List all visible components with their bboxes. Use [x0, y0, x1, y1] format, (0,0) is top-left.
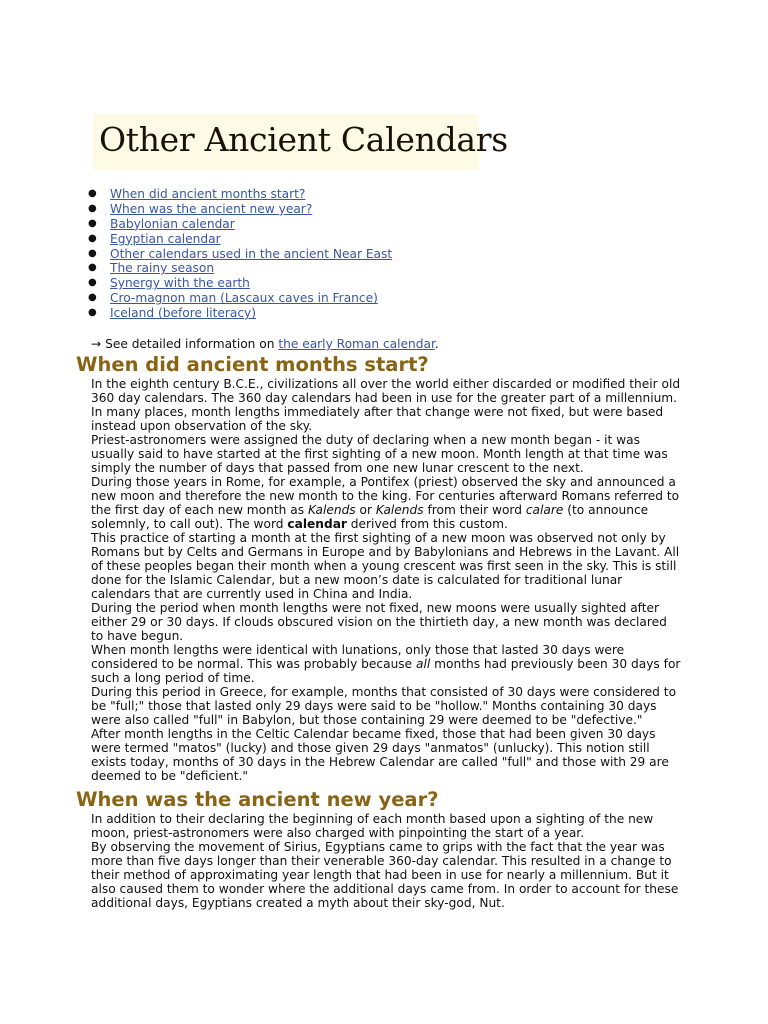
toc-item: [88, 217, 392, 232]
text-run: months had previously been 30 days for such a long period of time.: [91, 657, 681, 685]
text-run: or: [355, 503, 376, 517]
bullet-icon: ●: [88, 202, 97, 214]
roman-calendar-link[interactable]: the early Roman calendar: [278, 337, 435, 351]
section-heading-new-year: When was the ancient new year?: [76, 788, 439, 811]
page-title: Other Ancient Calendars: [99, 120, 508, 159]
toc-item: [88, 247, 392, 262]
italic-term: calare: [525, 503, 564, 517]
section-heading-months-start: When did ancient months start?: [76, 353, 429, 376]
paragraph: Priest-astronomers were assigned the duty of declaring when a new month began - it was usually said to have started at the first sighting of a new moon. Month length at that time was simply the number of days that passed from one new lunar crescent to the next.: [91, 433, 668, 475]
bold-term: calendar: [287, 517, 347, 531]
table-of-contents: [88, 187, 392, 321]
toc-link-babylonian[interactable]: Babylonian calendar: [110, 216, 235, 231]
see-more-suffix: .: [434, 337, 439, 351]
bullet-icon: ●: [88, 292, 97, 304]
see-more-prefix: → See detailed information on: [91, 337, 279, 351]
bullet-icon: ●: [88, 277, 97, 289]
text-run: (to announce solemnly, to call out). The word: [91, 503, 649, 531]
paragraph: In addition to their declaring the beginning of each month based upon a sighting of the new moon, priest-astronomers were also charged with pinpointing the start of a year.: [91, 812, 654, 840]
italic-term: Kalends: [307, 503, 356, 517]
toc-link-rainy-season[interactable]: The rainy season: [110, 261, 215, 276]
toc-item: [88, 291, 392, 306]
paragraph: [91, 475, 681, 531]
toc-link-iceland[interactable]: Iceland (before literacy): [110, 306, 257, 321]
italic-term: all: [416, 657, 431, 671]
bullet-icon: ●: [88, 217, 97, 229]
toc-item: [88, 232, 392, 247]
italic-term: Kalends: [375, 503, 424, 517]
text-run: from their word: [423, 503, 526, 517]
paragraph: During the period when month lengths were not fixed, new moons were usually sighted after either 29 or 30 days. If clouds obscured vision on the thirtieth day, a new month was declared to have begun.: [91, 601, 667, 643]
bullet-icon: ●: [88, 262, 97, 274]
toc-item: [88, 276, 392, 291]
paragraph: After month lengths in the Celtic Calendar became fixed, those that had been given 30 days were termed "matos" (lucky) and those given 29 days "anmatos" (unlucky). This notion still exists today, months of 30 days in the Hebrew Calendar are called "full" and those with 29 are deemed to be "deficient.": [91, 727, 669, 783]
text-run: When month lengths were identical with lunations, only those that lasted 30 days were considered to be normal. This was probably because: [91, 643, 625, 671]
text-run: derived from this custom.: [346, 517, 508, 531]
toc-item: [88, 187, 392, 202]
toc-link-new-year[interactable]: When was the ancient new year?: [110, 201, 313, 216]
section-body-new-year: [91, 812, 681, 910]
title-banner: [93, 114, 508, 170]
text-run: During those years in Rome, for example, a Pontifex (priest) observed the sky and announced a new moon and therefore the new month to the king. For centuries afterward Romans referred to the first day of each new month as: [91, 475, 680, 517]
bullet-icon: ●: [88, 232, 97, 244]
paragraph: In the eighth century B.C.E., civilizations all over the world either discarded or modified their old 360 day calendars. The 360 day calendars had been in use for the greater part of a millennium. In many places, month lengths immediately after that change were not fixed, but were based instead upon observation of the sky.: [91, 377, 681, 433]
bullet-icon: ●: [88, 307, 97, 319]
toc-link-egyptian[interactable]: Egyptian calendar: [110, 231, 221, 246]
toc-item: [88, 202, 392, 217]
paragraph: This practice of starting a month at the first sighting of a new moon was observed not only by Romans but by Celts and Germans in Europe and by Babylonians and Hebrews in the Lavant. All of these peoples began their month when a young crescent was first seen in the sky. This is still done for the Islamic Calendar, but a new moon’s date is calculated for traditional lunar calendars that are currently used in China and India.: [91, 531, 680, 601]
section-body-months-start: [91, 377, 681, 783]
paragraph: By observing the movement of Sirius, Egyptians came to grips with the fact that the year was more than five days longer than their venerable 360-day calendar. This resulted in a change to their method of approximating year length that had been in use for nearly a millennium. But it also caused them to wonder where the additional days came from. In order to account for these additional days, Egyptians created a myth about their sky-god, Nut.: [91, 840, 679, 910]
toc-link-synergy[interactable]: Synergy with the earth: [110, 276, 250, 291]
toc-link-near-east[interactable]: Other calendars used in the ancient Near East: [110, 246, 393, 261]
bullet-icon: ●: [88, 188, 97, 199]
toc-link-months-start[interactable]: When did ancient months start?: [110, 187, 306, 201]
toc-item: [88, 306, 392, 321]
bullet-icon: ●: [88, 247, 97, 259]
paragraph: [91, 643, 681, 685]
toc-item: [88, 261, 392, 276]
toc-link-cro-magnon[interactable]: Cro-magnon man (Lascaux caves in France): [110, 291, 378, 306]
see-more-line: [91, 337, 439, 351]
paragraph: During this period in Greece, for example, months that consisted of 30 days were considered to be "full;" those that lasted only 29 days were said to be "hollow." Months containing 30 days were also called "full" in Babylon, but those containing 29 were deemed to be "defective.": [91, 685, 677, 727]
